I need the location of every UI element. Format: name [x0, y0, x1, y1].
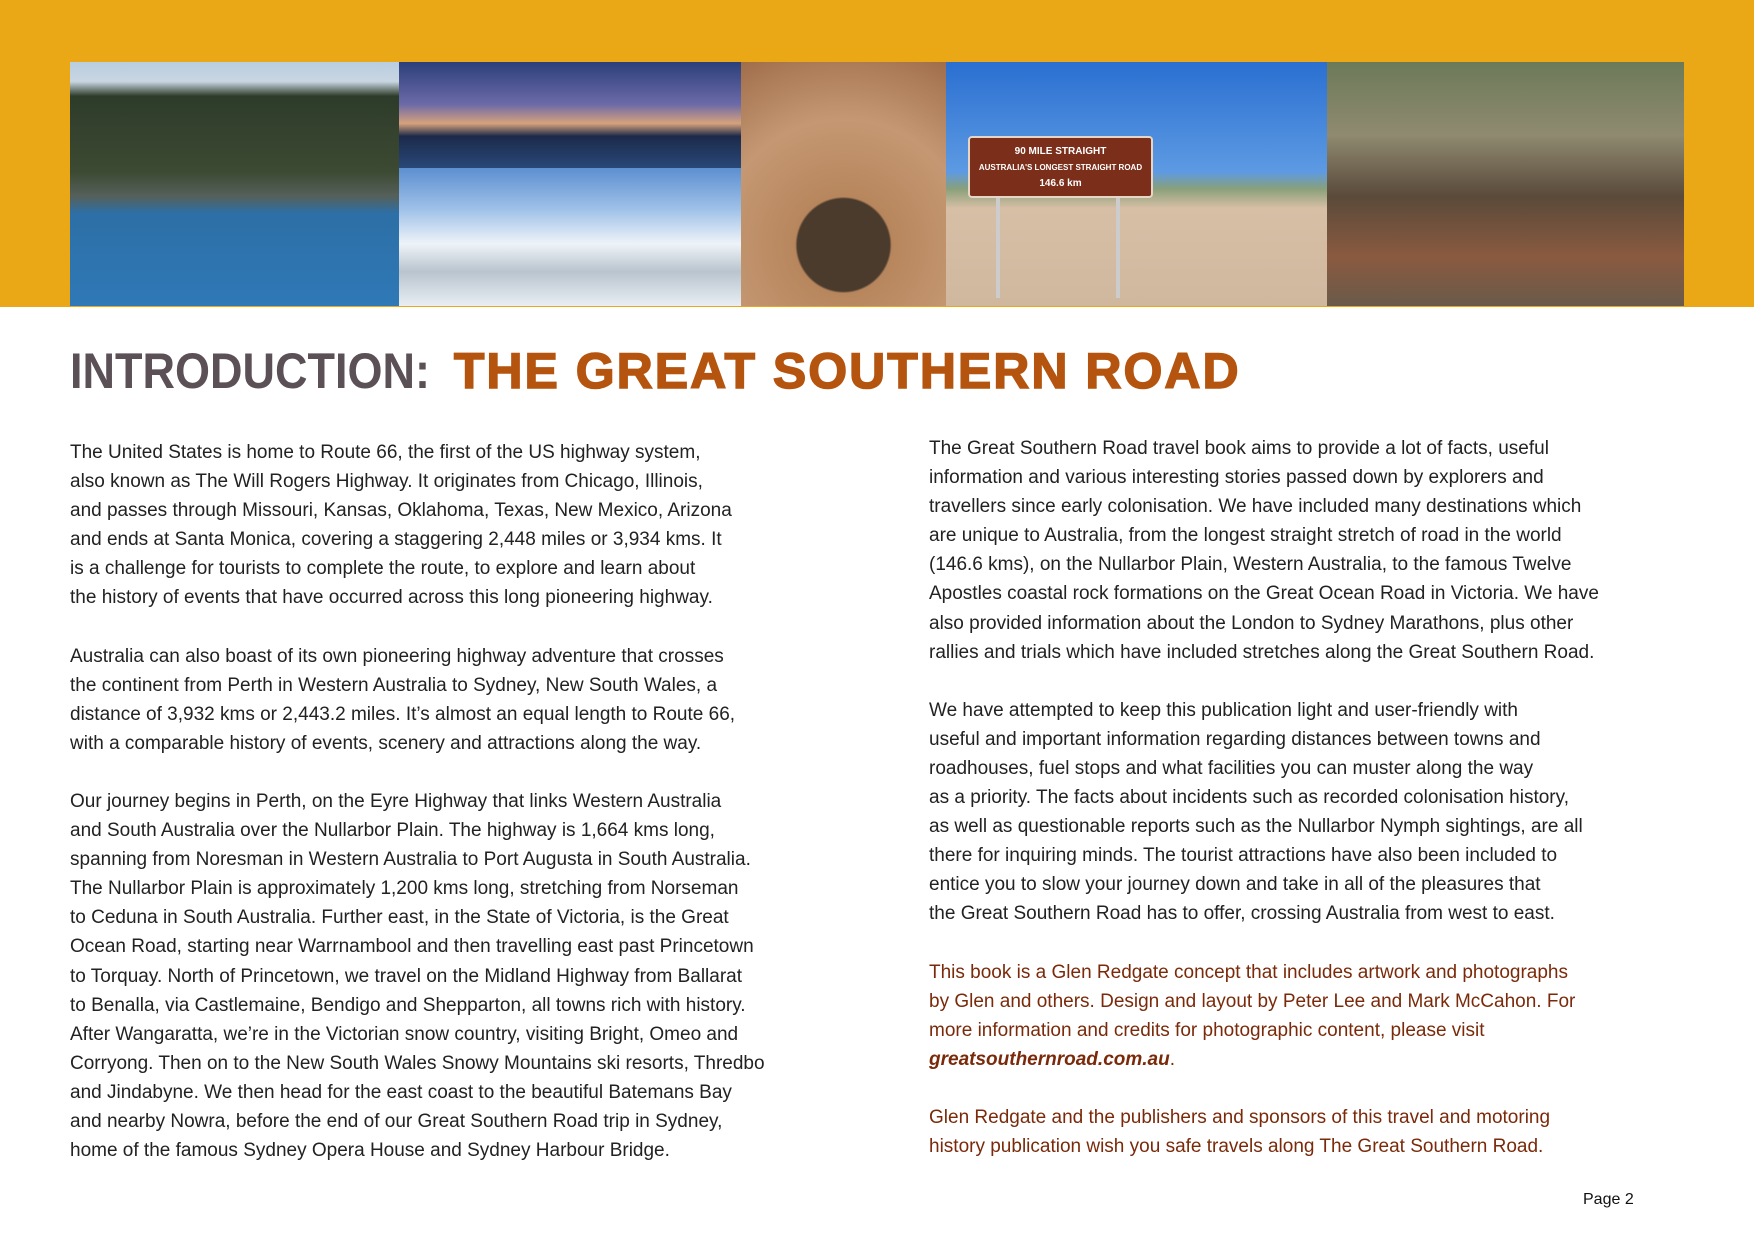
text-line: information and various interesting stories passed down by explorers and: [929, 467, 1544, 489]
text-line: to Ceduna in South Australia. Further east, in the State of Victoria, is the Great: [70, 907, 729, 929]
road-sign: [968, 136, 1153, 198]
text-line: (146.6 kms), on the Nullarbor Plain, Western Australia, to the famous Twelve: [929, 554, 1572, 576]
title-main: THE GREAT SOUTHERN ROAD: [453, 343, 1241, 399]
paragraph: [70, 642, 765, 758]
road-sign-photo: [946, 62, 1327, 306]
paragraph: [70, 787, 765, 1165]
paragraph: [929, 696, 1599, 929]
text-line: travellers since early colonisation. We have included many destinations which: [929, 496, 1582, 518]
text-line: there for inquiring minds. The tourist attractions have also been included to: [929, 845, 1558, 867]
paragraph: [929, 434, 1599, 667]
text-line: is a challenge for tourists to complete the route, to explore and learn about: [70, 558, 696, 580]
sign-post: [1116, 198, 1120, 298]
text-line: Ocean Road, starting near Warrnambool and then travelling east past Princetown: [70, 936, 754, 958]
text-line: The Great Southern Road travel book aims to provide a lot of facts, useful: [929, 438, 1549, 459]
text-line: to Benalla, via Castlemaine, Bendigo and Shepparton, all towns rich with history.: [70, 994, 746, 1016]
text-line: and nearby Nowra, before the end of our Great Southern Road trip in Sydney,: [70, 1110, 723, 1132]
left-column: [70, 438, 765, 1194]
text-line: roadhouses, fuel stops and what facilities you can muster along the way: [929, 757, 1534, 779]
text-line: We have attempted to keep this publication light and user-friendly with: [929, 699, 1518, 721]
text-line: rallies and trials which have included stretches along the Great Southern Road.: [929, 641, 1595, 663]
closing-paragraph: [929, 1103, 1599, 1161]
text-line: After Wangaratta, we’re in the Victorian snow country, visiting Bright, Omeo and: [70, 1023, 739, 1045]
right-column: [929, 434, 1599, 1190]
whale-photo: [70, 62, 399, 306]
sign-line: 90 MILE STRAIGHT: [1014, 146, 1107, 157]
text-line: also provided information about the London to Sydney Marathons, plus other: [929, 612, 1574, 634]
text-line: to Torquay. North of Princetown, we travel on the Midland Highway from Ballarat: [70, 965, 743, 987]
text-line: by Glen and others. Design and layout by Peter Lee and Mark McCahon. For: [929, 990, 1576, 1012]
text-line: [929, 1045, 1599, 1074]
text-line: are unique to Australia, from the longest straight stretch of road in the world: [929, 525, 1562, 547]
text-line: Our journey begins in Perth, on the Eyre Highway that links Western Australia: [70, 790, 722, 812]
text-line: the continent from Perth in Western Australia to Sydney, New South Wales, a: [70, 674, 718, 696]
page-number: Page 2: [1583, 1191, 1634, 1208]
text-line: and ends at Santa Monica, covering a staggering 2,448 miles or 3,934 kms. It: [70, 529, 722, 551]
text-line: the history of events that have occurred across this long pioneering highway.: [70, 587, 713, 609]
paragraph: [70, 438, 765, 613]
text-line: The Nullarbor Plain is approximately 1,200 kms long, stretching from Norseman: [70, 878, 739, 900]
text-line: distance of 3,932 kms or 2,443.2 miles. It’s almost an equal length to Route 66,: [70, 703, 736, 725]
page-title: [70, 343, 1241, 399]
website-link[interactable]: greatsouthernroad.com.au: [929, 1048, 1170, 1070]
text-line: with a comparable history of events, scenery and attractions along the way.: [70, 732, 702, 754]
sydney-harbour-photo: [399, 62, 741, 168]
text-line: the Great Southern Road has to offer, crossing Australia from west to east.: [929, 903, 1555, 925]
text-line: also known as The Will Rogers Highway. It originates from Chicago, Illinois,: [70, 471, 703, 493]
text-line: Glen Redgate and the publishers and sponsors of this travel and motoring: [929, 1106, 1551, 1128]
text-line: Apostles coastal rock formations on the Great Ocean Road in Victoria. We have: [929, 583, 1599, 605]
text-line: entice you to slow your journey down and take in all of the pleasures that: [929, 874, 1541, 896]
gold-panning-photo: [741, 62, 946, 306]
text-line: more information and credits for photographic content, please visit: [929, 1019, 1485, 1041]
text-line: as a priority. The facts about incidents such as recorded colonisation history,: [929, 787, 1569, 809]
text-line: Australia can also boast of its own pioneering highway adventure that crosses: [70, 645, 724, 667]
credits-paragraph: [929, 958, 1599, 1074]
snowy-mountains-photo: [399, 168, 741, 306]
sign-line: 146.6 km: [1039, 178, 1082, 189]
title-prefix: INTRODUCTION:: [70, 343, 430, 399]
text-line: home of the famous Sydney Opera House and Sydney Harbour Bridge.: [70, 1140, 670, 1162]
sign-post: [996, 198, 1000, 298]
text-line: This book is a Glen Redgate concept that includes artwork and photographs: [929, 961, 1568, 983]
sign-line: AUSTRALIA'S LONGEST STRAIGHT ROAD: [978, 163, 1143, 172]
text-line: and South Australia over the Nullarbor Plain. The highway is 1,664 kms long,: [70, 820, 715, 842]
link-suffix: .: [1169, 1048, 1175, 1070]
text-line: The United States is home to Route 66, the first of the US highway system,: [70, 442, 701, 463]
text-line: as well as questionable reports such as the Nullarbor Nymph sightings, are all: [929, 816, 1583, 838]
vintage-car-photo: [1327, 62, 1684, 306]
text-line: and passes through Missouri, Kansas, Oklahoma, Texas, New Mexico, Arizona: [70, 500, 732, 522]
text-line: history publication wish you safe travels along The Great Southern Road.: [929, 1135, 1544, 1157]
text-line: spanning from Noresman in Western Australia to Port Augusta in South Australia.: [70, 849, 751, 871]
text-line: useful and important information regarding distances between towns and: [929, 728, 1541, 750]
text-line: Corryong. Then on to the New South Wales Snowy Mountains ski resorts, Thredbo: [70, 1052, 765, 1074]
text-line: and Jindabyne. We then head for the east coast to the beautiful Batemans Bay: [70, 1081, 732, 1103]
